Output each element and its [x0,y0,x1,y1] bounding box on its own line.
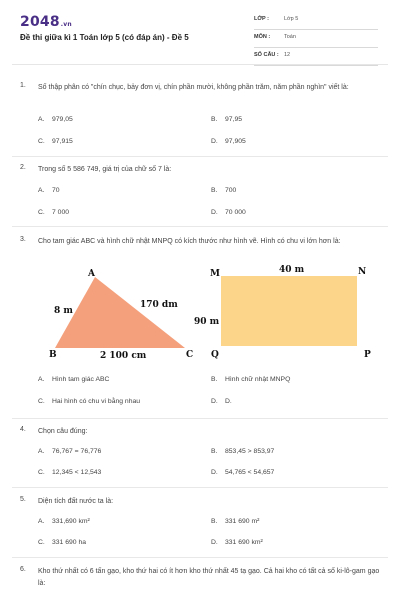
option-letter: C. [38,398,45,405]
option-text: Hai hình có chu vi bằng nhau [52,398,141,405]
question-2 [20,164,380,224]
option-letter: B. [211,116,218,123]
side-ab-label: 8 m [54,306,73,316]
meta-row-class [254,12,378,30]
option-b[interactable] [211,187,236,194]
option-text: 54,765 < 54,657 [225,469,275,476]
option-letter: C. [38,469,45,476]
header-divider [12,64,388,65]
option-text: 700 [225,187,237,194]
option-letter: A. [38,116,45,123]
option-d[interactable] [211,138,246,145]
question-divider [12,557,388,558]
question-number: 1. [20,82,26,89]
option-letter: C. [38,539,45,546]
option-letter: D. [211,138,218,145]
vertex-b-label: B [49,350,57,360]
option-d[interactable] [211,469,274,476]
option-c[interactable] [38,138,73,145]
option-a[interactable] [38,376,109,383]
question-text: Trong số 5 586 749, giá trị của chữ số 7 là: [38,166,172,173]
question-number: 3. [20,236,26,243]
option-c[interactable] [38,209,69,216]
option-letter: A. [38,187,45,194]
question-text: Chọn câu đúng: [38,428,88,435]
question-divider [12,418,388,419]
width-label: 40 m [279,265,305,275]
option-letter: C. [38,138,45,145]
option-d[interactable] [211,209,246,216]
question-4 [20,426,380,486]
option-text: 331 690 m² [225,518,260,525]
question-divider [12,487,388,488]
option-text: Hình tam giác ABC [52,376,110,383]
option-letter: A. [38,376,45,383]
site-logo[interactable] [20,14,72,30]
option-text: 7 000 [52,209,70,216]
option-text: 70 [52,187,60,194]
question-divider [12,226,388,227]
height-label: 90 m [194,317,220,327]
vertex-m-label: M [210,269,220,279]
option-text: 853,45 > 853,97 [225,448,275,455]
option-letter: D. [211,398,218,405]
meta-value: 12 [284,52,291,58]
option-letter: D. [211,539,218,546]
question-1 [20,82,380,152]
vertex-a-label: A [88,269,95,279]
logo-text: 2048 [20,14,60,30]
question-text: Số thập phân có "chín chục, bảy đơn vị, chín phần mười, không phần trăm, năm phần nghìn" viết là: [38,84,349,91]
question-text: Cho tam giác ABC và hình chữ nhật MNPQ có kích thước như hình vẽ. Hình có chu vi lớn hơn là: [38,238,341,245]
option-letter: B. [211,518,218,525]
option-c[interactable] [38,398,140,405]
question-6 [20,566,380,598]
page-header [0,0,400,64]
option-text: Hình chữ nhật MNPQ [225,376,291,383]
question-5 [20,496,380,556]
option-d[interactable] [211,539,263,546]
option-b[interactable] [211,448,274,455]
meta-value: Toán [284,34,296,40]
option-text: 76,767 = 76,776 [52,448,102,455]
option-d[interactable] [211,398,232,405]
vertex-p-label: P [364,350,371,360]
option-letter: A. [38,518,45,525]
exam-meta-panel [254,12,378,66]
vertex-c-label: C [186,350,194,360]
option-text: 97,905 [225,138,246,145]
option-c[interactable] [38,539,86,546]
option-text: 97,915 [52,138,73,145]
option-b[interactable] [211,376,290,383]
option-a[interactable] [38,448,101,455]
option-letter: A. [38,448,45,455]
vertex-q-label: Q [211,350,219,360]
exam-title: Đề thi giữa kì 1 Toán lớp 5 (có đáp án) - Đề 5 [20,33,189,42]
option-c[interactable] [38,469,101,476]
figure-svg [38,262,378,362]
option-text: 331 690 ha [52,539,87,546]
geometry-figure [38,262,378,362]
question-text: Diện tích đất nước ta là: [38,498,114,505]
option-text: 12,345 < 12,543 [52,469,102,476]
option-text: 979,05 [52,116,73,123]
option-letter: B. [211,448,218,455]
meta-row-subject [254,30,378,48]
rectangle-mnpq [221,276,357,346]
option-b[interactable] [211,116,242,123]
option-text: 70 000 [225,209,246,216]
option-a[interactable] [38,187,60,194]
question-text: Kho thứ nhất có 6 tấn gạo, kho thứ hai có ít hơn kho thứ nhất 45 tạ gạo. Cả hai kho có tất cả số ki-lô-gam gạo là: [38,568,380,587]
side-ac-label: 170 dm [140,300,178,310]
option-a[interactable] [38,116,73,123]
option-letter: B. [211,187,218,194]
option-text: 331 690 km² [225,539,263,546]
option-letter: B. [211,376,218,383]
option-text: D. [225,398,232,405]
question-number: 4. [20,426,26,433]
question-divider [12,156,388,157]
side-bc-label: 2 100 cm [100,351,147,361]
meta-label: SỐ CÂU : [254,52,279,58]
option-letter: C. [38,209,45,216]
question-number: 6. [20,566,26,573]
meta-label: MÔN : [254,34,271,40]
option-b[interactable] [211,518,259,525]
meta-value: Lớp 5 [284,16,299,22]
question-number: 5. [20,496,26,503]
option-text: 97,95 [225,116,243,123]
vertex-n-label: N [358,267,367,277]
question-number: 2. [20,164,26,171]
triangle-abc [55,277,185,348]
option-text: 331,690 km² [52,518,90,525]
option-letter: D. [211,209,218,216]
logo-suffix: .vn [60,21,72,28]
meta-label: LỚP : [254,16,269,22]
option-letter: D. [211,469,218,476]
option-a[interactable] [38,518,90,525]
